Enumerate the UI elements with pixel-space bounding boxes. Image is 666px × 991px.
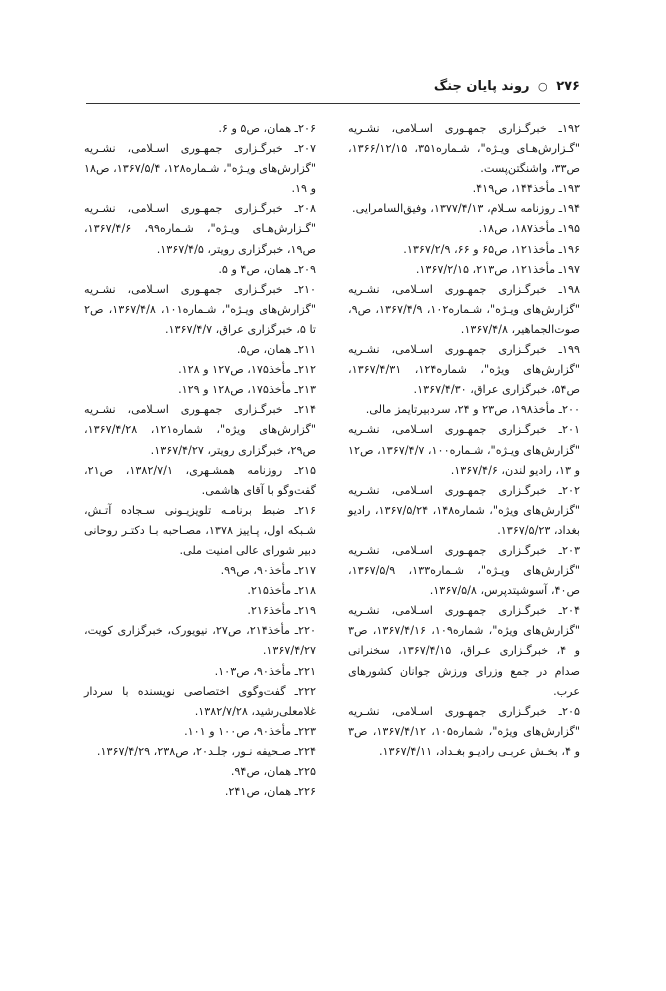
footnote-214: ۲۱۴ـ خبرگـزاری جمهـوری اسـلامی، نشـریه "گزارش‌های ویژه"، شماره۱۲۱، ۱۳۶۷/۴/۲۸، ص۲۹، خبرگزاری رویتر، ۱۳۶۷/۴/۲۷. <box>84 403 317 457</box>
footnote-223: ۲۲۳ـ مأخذ۹۰، ص۱۰۰ و ۱۰۱. <box>184 724 316 738</box>
header-divider <box>86 103 580 104</box>
footnote-209: ۲۰۹ـ همان، ص۴ و ۵. <box>218 262 316 276</box>
footnote-203: ۲۰۳ـ خبرگـزاری جمهـوری اسـلامی، نشـریه "گزارش‌های ویـژه"، شـماره۱۳۳، ۱۳۶۷/۵/۹، ص۴۰، آسوشیتدپرس، ۱۳۶۷/۵/۸. <box>348 543 580 598</box>
footnotes-right-column <box>348 119 580 762</box>
footnote-204: ۲۰۴ـ خبرگـزاری جمهـوری اسـلامی، نشـریه "گزارش‌های ویژه"، شماره۱۰۹، ۱۳۶۷/۴/۱۶، ص۳ و ۴، خبرگـزاری عـراق، ۱۳۶۷/۴/۱۵، سخنرانی صدام در جمع وزرای ورزش جوانان کشورهای عرب. <box>348 604 580 698</box>
footnote-198: ۱۹۸ـ خبرگـزاری جمهـوری اسـلامی، نشـریه "گزارش‌های ویـژه"، شـماره۱۰۲، ۱۳۶۷/۴/۹، ص۹، صوت‌الجماهیر، ۱۳۶۷/۴/۸. <box>348 282 580 336</box>
footnote-213: ۲۱۳ـ مأخذ۱۷۵، ص۱۲۸ و ۱۲۹. <box>178 383 316 397</box>
footnote-192: ۱۹۲ـ خبرگـزاری جمهـوری اسـلامی، نشـریه "گـزارش‌هـای ویـژه"، شـماره۳۵۱، ۱۳۶۶/۱۲/۱۵، ص۳۳، واشنگتن‌پست. <box>348 122 581 176</box>
footnote-220: ۲۲۰ـ مأخذ۲۱۴، ص۲۷، نیویورک، خبرگزاری کویت، ۱۳۶۷/۴/۲۷. <box>84 624 316 658</box>
footnote-196: ۱۹۶ـ مأخذ۱۲۱، ص۶۵ و ۶۶، ۱۳۶۷/۲/۹. <box>403 242 580 256</box>
header-line <box>434 79 580 94</box>
footnote-208: ۲۰۸ـ خبرگـزاری جمهـوری اسـلامی، نشـریه "گـزارش‌هـای ویـژه"، شـماره۹۹، ۱۳۶۷/۴/۶، ص۱۹، خبرگزاری رویتر، ۱۳۶۷/۴/۵. <box>84 202 317 256</box>
footnotes-left-column <box>84 119 316 802</box>
footnote-222: ۲۲۲ـ گفت‌وگوی اختصاصی نویسنده با سردار غلامعلی‌رشید، ۱۳۸۲/۷/۲۸. <box>84 684 316 718</box>
chapter-title: روند پایان جنگ <box>433 79 530 94</box>
footnote-215: ۲۱۵ـ روزنامه همشـهری، ۱۳۸۲/۷/۱، ص۲۱، گفت‌وگو با آقای هاشمی. <box>84 463 316 497</box>
footnote-212: ۲۱۲ـ مأخذ۱۷۵، ص۱۲۷ و ۱۲۸. <box>178 363 316 377</box>
running-header <box>86 79 580 101</box>
footnote-197: ۱۹۷ـ مأخذ۱۲۱، ص۲۱۳، ۱۳۶۷/۲/۱۵. <box>415 262 580 276</box>
footnote-200: ۲۰۰ـ مأخذ۱۹۸، ص۲۳ و ۲۴، سردبیرتایمز مالی. <box>365 403 580 417</box>
footnote-205: ۲۰۵ـ خبرگـزاری جمهـوری اسـلامی، نشـریه "گزارش‌های ویژه"، شماره۱۰۵، ۱۳۶۷/۴/۱۲، ص۳ و ۴، بخـش عربـی رادیـو بغـداد، ۱۳۶۷/۴/۱۱. <box>348 704 580 758</box>
footnote-216: ۲۱۶ـ ضبط برنامـه تلویزیـونی سـجاده آتـش، شـبکه اول، پـاییز ۱۳۷۸، مصـاحبه بـا دکتـر روحانی دبیر شورای عالی امنیت ملی. <box>84 503 316 557</box>
footnote-202: ۲۰۲ـ خبرگـزاری جمهـوری اسـلامی، نشـریه "گزارش‌های ویژه"، شماره۱۴۸، ۱۳۶۷/۵/۲۴، رادیو بغداد، ۱۳۶۷/۵/۲۳. <box>348 483 580 537</box>
circle-separator-icon: ○ <box>538 80 548 93</box>
footnote-221: ۲۲۱ـ مأخذ۹۰، ص۱۰۳. <box>214 664 316 678</box>
footnote-199: ۱۹۹ـ خبرگـزاری جمهـوری اسـلامی، نشـریه "گزارش‌های ویژه"، شماره۱۲۴، ۱۳۶۷/۴/۳۱، ص۵۴، خبرگزاری عراق، ۱۳۶۷/۴/۳۰. <box>348 343 581 397</box>
footnote-224: ۲۲۴ـ صـحیفه نـور، جلـد۲۰، ص۲۳۸، ۱۳۶۷/۴/۲۹. <box>96 744 316 758</box>
footnote-193: ۱۹۳ـ مأخذ۱۴۴، ص۴۱۹. <box>472 182 580 196</box>
footnote-194: ۱۹۴ـ روزنامه سـلام، ۱۳۷۷/۴/۱۳، وفیق‌السامرایی. <box>352 202 580 216</box>
footnote-195: ۱۹۵ـ مأخذ۱۸۷، ص۱۸. <box>478 222 580 236</box>
footnote-225: ۲۲۵ـ همان، ص۹۴. <box>230 765 316 778</box>
footnote-218: ۲۱۸ـ مأخذ۲۱۵. <box>247 584 316 598</box>
footnote-226: ۲۲۶ـ همان، ص۲۴۱. <box>224 785 316 799</box>
footnote-210: ۲۱۰ـ خبرگـزاری جمهـوری اسـلامی، نشـریه "گزارش‌های ویـژه"، شـماره۱۰۱، ۱۳۶۷/۴/۸، ص۲ تا ۵، خبرگزاری عراق، ۱۳۶۷/۴/۷. <box>84 282 316 336</box>
footnote-217: ۲۱۷ـ مأخذ۹۰، ص۹۹. <box>220 564 316 578</box>
footnote-207: ۲۰۷ـ خبرگـزاری جمهـوری اسـلامی، نشـریه "گزارش‌های ویـژه"، شـماره۱۲۸، ۱۳۶۷/۵/۴، ص۱۸ و ۱۹. <box>84 142 316 196</box>
page-number: ۲۷۶ <box>556 79 580 94</box>
footnote-206: ۲۰۶ـ همان، ص۵ و ۶. <box>218 122 316 135</box>
footnote-201: ۲۰۱ـ خبرگـزاری جمهـوری اسـلامی، نشـریه "گزارش‌های ویـژه"، شـماره۱۰۰، ۱۳۶۷/۴/۷، ص۱۲ و ۱۳، رادیو لندن، ۱۳۶۷/۴/۶. <box>348 423 580 477</box>
footnote-219: ۲۱۹ـ مأخذ۲۱۶. <box>247 604 316 618</box>
footnote-211: ۲۱۱ـ همان، ص۵. <box>236 343 316 357</box>
